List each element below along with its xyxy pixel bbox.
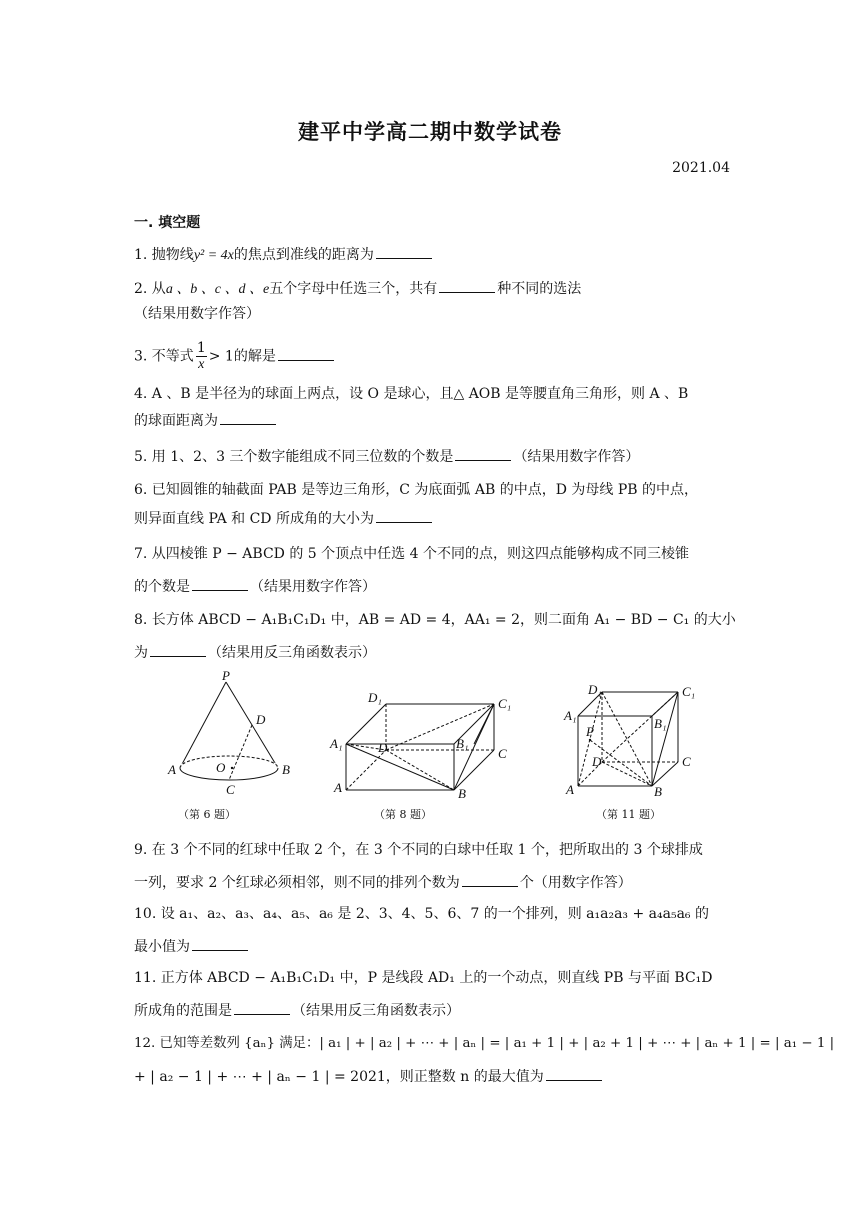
label-O: O	[216, 760, 226, 775]
answer-blank	[278, 346, 334, 361]
figure-8-caption: （第 8 题）	[374, 808, 432, 821]
label-A: A	[168, 762, 176, 777]
label-B1: B₁	[456, 736, 469, 751]
answer-blank	[192, 576, 248, 591]
question-1: 1. 抛物线y² = 4x的焦点到准线的距离为	[134, 244, 434, 266]
question-10: 10. 设 a₁、a₂、a₃、a₄、a₅、a₆ 是 2、3、4、5、6、7 的一个排列，则 a₁a₂a₃ + a₄a₅a₆ 的	[134, 906, 709, 922]
label-B: B	[282, 762, 290, 777]
exam-date: 2021.04	[672, 160, 730, 176]
question-4: 4. A 、B 是半径为的球面上两点，设 O 是球心，且△ AOB 是等腰直角三角形，则 A 、B	[134, 386, 689, 402]
answer-blank	[220, 410, 276, 425]
question-7: 7. 从四棱锥 P − ABCD 的 5 个顶点中任选 4 个不同的点，则这四点能够构成不同三棱锥	[134, 546, 689, 562]
question-4-cont: 的球面距离为	[134, 410, 278, 431]
label-A1: A₁	[564, 708, 577, 723]
question-6-cont: 则异面直线 PA 和 CD 所成角的大小为	[134, 508, 434, 529]
figure-6-caption: （第 6 题）	[178, 808, 236, 821]
question-11-cont: 所成角的范围是 （结果用反三角函数表示）	[134, 1000, 460, 1021]
label-D1: D₁	[588, 682, 602, 697]
label-C: C	[498, 746, 507, 761]
figure-cube	[560, 682, 710, 804]
question-2-note: （结果用数字作答）	[134, 306, 260, 322]
answer-blank	[546, 1066, 602, 1081]
question-9: 9. 在 3 个不同的红球中任取 2 个，在 3 个不同的白球中任取 1 个，把所取出的 3 个球排成	[134, 842, 703, 858]
exam-title: 建平中学高二期中数学试卷	[298, 120, 562, 144]
question-12-cont: + | a₂ − 1 | + ⋯ + | aₙ − 1 | = 2021，则正整数 n 的最大值为	[134, 1066, 604, 1087]
label-D: D	[378, 740, 388, 755]
label-D: D	[592, 754, 602, 769]
label-B: B	[458, 786, 466, 800]
label-A: A	[566, 782, 574, 797]
question-6: 6. 已知圆锥的轴截面 PAB 是等边三角形，C 为底面弧 AB 的中点，D 为母线 PB 的中点，	[134, 482, 698, 498]
question-8-cont: 为 （结果用反三角函数表示）	[134, 642, 376, 663]
label-B: B	[654, 784, 662, 799]
question-9-cont: 一列，要求 2 个红球必须相邻，则不同的排列个数为 个（用数字作答）	[134, 872, 632, 893]
label-B1: B₁	[654, 716, 667, 731]
answer-blank	[439, 278, 495, 293]
question-7-cont: 的个数是 （结果用数字作答）	[134, 576, 376, 597]
question-8: 8. 长方体 ABCD − A₁B₁C₁D₁ 中，AB = AD = 4，AA₁ = 2，则二面角 A₁ − BD − C₁ 的大小	[134, 612, 736, 628]
figure-cone	[160, 668, 300, 804]
answer-blank	[234, 1000, 290, 1015]
question-5: 5. 用 1、2、3 三个数字能组成不同三位数的个数是 （结果用数字作答）	[134, 446, 639, 467]
question-12: 12. 已知等差数列 {aₙ} 满足：| a₁ | + | a₂ | + ⋯ + | aₙ | = | a₁ + 1 | + | a₂ + 1 | + ⋯ + | aₙ + 1 | = | a₁ − 1 |	[134, 1036, 835, 1051]
question-10-cont: 最小值为	[134, 936, 250, 957]
label-A1: A₁	[330, 736, 343, 751]
answer-blank	[150, 642, 206, 657]
question-3: 3. 不等式 $\frac{1}{x}$ > 1的解是	[134, 340, 336, 373]
label-C: C	[682, 754, 691, 769]
answer-blank	[192, 936, 248, 951]
section-heading: 一. 填空题	[134, 215, 201, 231]
figure-11-caption: （第 11 题）	[596, 808, 661, 821]
label-P: P	[222, 668, 230, 683]
answer-blank	[376, 244, 432, 259]
label-D1: D₁	[368, 690, 382, 705]
label-P: P	[586, 724, 594, 739]
label-C1: C₁	[682, 684, 696, 699]
label-D: D	[256, 712, 266, 727]
label-C1: C₁	[498, 696, 512, 711]
answer-blank	[462, 872, 518, 887]
fraction: $\frac{1}{x}$	[196, 340, 206, 372]
question-11: 11. 正方体 ABCD − A₁B₁C₁D₁ 中，P 是线段 AD₁ 上的一个动点，则直线 PB 与平面 BC₁D	[134, 970, 713, 986]
figure-cuboid	[326, 686, 526, 804]
label-C: C	[226, 782, 235, 797]
label-A: A	[334, 780, 342, 795]
answer-blank	[455, 446, 511, 461]
answer-blank	[376, 508, 432, 523]
question-2: 2. 从a 、b 、c 、d 、e五个字母中任选三个，共有 种不同的选法	[134, 278, 581, 300]
